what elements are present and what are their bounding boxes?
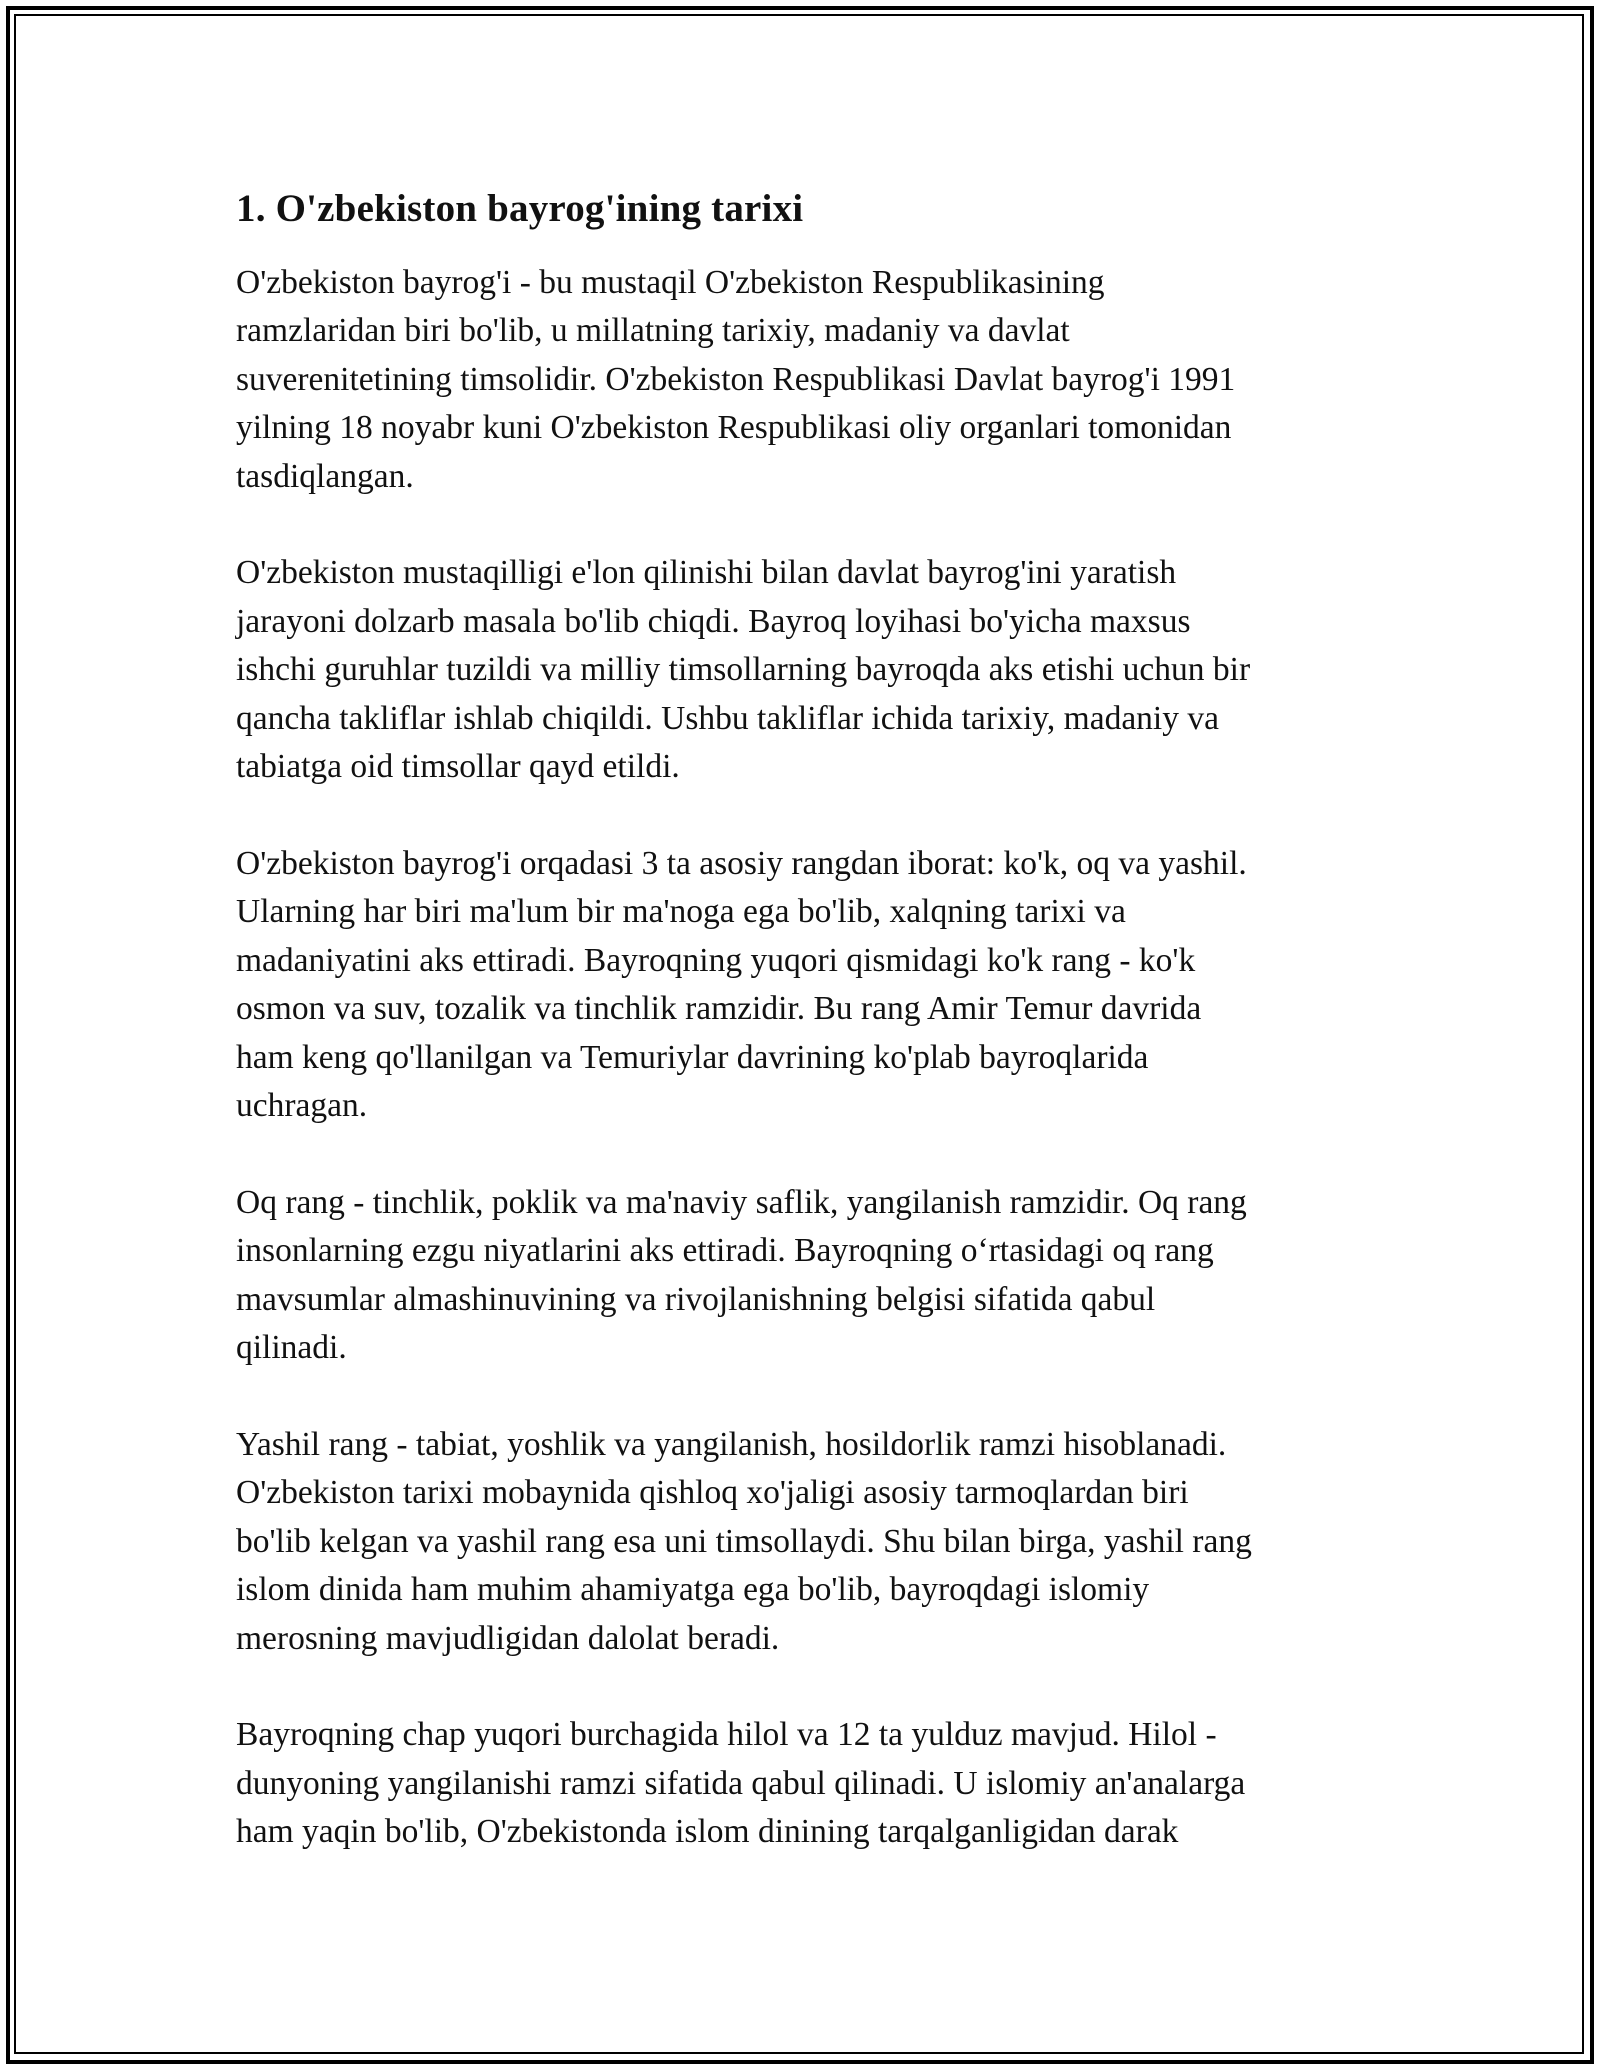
paragraph-5: Yashil rang - tabiat, yoshlik va yangilanish, hosildorlik ramzi hisoblanadi. O'zbekiston tarixi mobaynida qishloq xo'jaligi asosiy tarmoqlardan biri bo'lib kelgan va yashil rang esa uni timsollaydi. Shu bilan birga, yashil rang islom dinida ham muhim ahamiyatga ega bo'lib, bayroqdagi islomiy merosning mavjudligidan dalolat beradi. — [236, 1425, 1252, 1657]
paragraph-4: Oq rang - tinchlik, poklik va ma'naviy saflik, yangilanish ramzidir. Oq rang insonlarning ezgu niyatlarini aks ettiradi. Bayroqning o‘rtasidagi oq rang mavsumlar almashinuvining va rivojlanishning belgisi sifatida qabul qilinadi. — [236, 1183, 1247, 1367]
paragraph-3: O'zbekiston bayrog'i orqadasi 3 ta asosiy rangdan iborat: ko'k, oq va yashil. Ularning har biri ma'lum bir ma'noga ega bo'lib, xalqning tarixi va madaniyatini aks ettiradi. Bayroqning yuqori qismidagi ko'k rang - ko'k osmon va suv, tozalik va tinchlik ramzidir. Bu rang Amir Temur davrida ham keng qo'llanilgan va Temuriylar davrining ko'plab bayroqlarida uchragan. — [236, 844, 1247, 1125]
document-body — [236, 186, 1366, 1905]
paragraph-2: O'zbekiston mustaqilligi e'lon qilinishi bilan davlat bayrog'ini yaratish jarayoni dolzarb masala bo'lib chiqdi. Bayroq loyihasi bo'yicha maxsus ishchi guruhlar tuzildi va milliy timsollarning bayroqda aks etishi uchun bir qancha takliflar ishlab chiqildi. Ushbu takliflar ichida tarixiy, madaniy va tabiatga oid timsollar qayd etildi. — [236, 554, 1251, 786]
paragraph-6: Bayroqning chap yuqori burchagida hilol va 12 ta yulduz mavjud. Hilol - dunyoning yangilanishi ramzi sifatida qabul qilinadi. U islomiy an'analarga ham yaqin bo'lib, O'zbekistonda islom dinining tarqalganligidan darak — [236, 1716, 1246, 1851]
document-title: 1. O'zbekiston bayrog'ining tarixi — [236, 187, 804, 230]
paragraph-1: O'zbekiston bayrog'i - bu mustaqil O'zbekiston Respublikasining ramzlaridan biri bo'lib, u millatning tarixiy, madaniy va davlat suverenitetining timsolidir. O'zbekiston Respublikasi Davlat bayrog'i 1991 yilning 18 noyabr kuni O'zbekiston Respublikasi oliy organlari tomonidan tasdiqlangan. — [236, 263, 1236, 495]
